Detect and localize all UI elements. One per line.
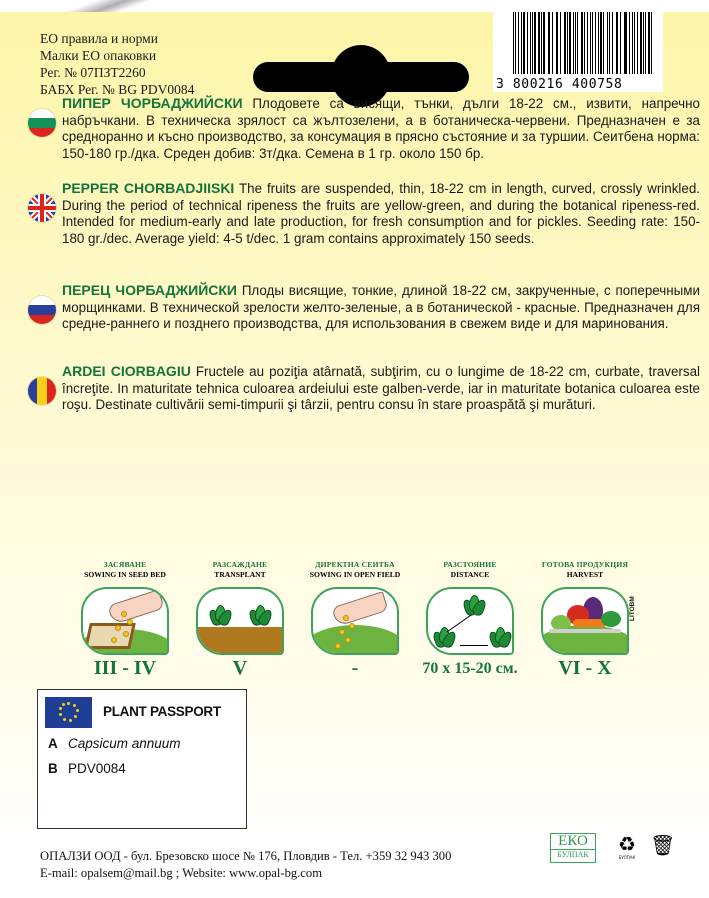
barcode-bar <box>609 12 610 74</box>
barcode-bar <box>523 12 525 74</box>
reg-line: Малки ЕО опаковки <box>40 48 157 63</box>
open-field-sowing-icon <box>311 587 399 655</box>
step-label-en: SOWING IN SEED BED <box>84 570 166 579</box>
step-sowing-open-field <box>300 560 410 680</box>
barcode-bar <box>575 12 576 74</box>
barcode-bars <box>513 12 653 78</box>
plant-passport <box>37 689 247 829</box>
barcode-bar <box>620 12 621 74</box>
step-label-en: TRANSPLANT <box>214 570 266 579</box>
passport-row-a <box>48 736 181 751</box>
barcode-bar <box>600 12 602 74</box>
barcode-bar <box>564 12 566 74</box>
barcode-bar <box>557 12 558 74</box>
step-label-en: HARVEST <box>566 570 604 579</box>
barcode-bar <box>616 12 617 74</box>
barcode-bar <box>577 12 578 74</box>
step-sowing-seed-bed <box>70 560 180 680</box>
variety-title-ro: ARDEI CIORBAGIU <box>62 363 191 379</box>
barcode-bar <box>549 12 550 74</box>
barcode-bar <box>590 12 591 74</box>
plant-distance-icon <box>426 587 514 655</box>
romania-flag-icon <box>28 377 56 405</box>
recycle-icon: ♻ БУЛПАК <box>615 833 639 863</box>
description-text-ro: Fructele au poziţia atârnată, subţirim, cu o lungime de 18-22 cm, curbate, traversal încreţite. In maturitate tehnica culoarea ardeiului este galben-verde, iar in maturitate botanica culoarea este roşu. Destinate cultivării semi-timpurii şi târzii, pentru consu în stare proaspătă şi murături. <box>62 364 700 413</box>
barcode-bar <box>584 12 585 74</box>
barcode-bar <box>581 12 583 74</box>
barcode-bar <box>637 12 638 74</box>
description-ru <box>40 282 700 333</box>
step-value: III - IV <box>93 657 157 679</box>
barcode-bar <box>640 12 641 74</box>
barcode-bar <box>534 12 535 74</box>
barcode-bar <box>560 12 561 74</box>
step-label-bg: ЗАСЯВАНЕ <box>103 560 147 569</box>
uk-flag-icon <box>28 194 56 222</box>
russia-flag-icon <box>28 296 56 324</box>
barcode-bar <box>530 12 531 74</box>
description-bg <box>40 95 700 163</box>
footer <box>40 848 451 882</box>
step-distance <box>415 560 525 678</box>
transplant-icon <box>196 587 284 655</box>
barcode-bar <box>603 12 604 74</box>
barcode-bar <box>617 12 618 74</box>
step-label-en: DISTANCE <box>450 570 490 579</box>
step-value: - <box>351 657 359 679</box>
seed-packet-back <box>0 12 709 898</box>
barcode-bar <box>612 12 613 74</box>
registration-block <box>40 30 194 98</box>
step-value: VI - X <box>558 657 612 679</box>
step-label-bg: ГОТОВА ПРОДУКЦИЯ <box>541 560 629 569</box>
barcode-bar <box>567 12 568 74</box>
bulgaria-flag-icon <box>28 109 56 137</box>
barcode-bar <box>548 12 549 74</box>
step-label-bg: РАЗСАЖДАНЕ <box>212 560 268 569</box>
barcode-bar <box>573 12 574 74</box>
barcode-bar <box>595 12 596 74</box>
passport-key: B <box>48 761 58 776</box>
barcode-bar <box>527 12 528 74</box>
eko-logo-text: ЕКО <box>558 833 588 849</box>
variety-title-bg: ПИПЕР ЧОРБАДЖИЙСКИ <box>62 95 243 111</box>
barcode-bar <box>541 12 542 74</box>
barcode-bar <box>515 12 516 74</box>
barcode-bar <box>556 12 557 74</box>
barcode-bar <box>634 12 635 74</box>
description-text-bg: Плодовете са висящи, тънки, дълги 18-22 см., извити, напречно набръчкани. В техническа зрялост са жълтозелени, а в ботаническа-червени. Предназначен е за средноранно и късно производство, за консумация в прясно състояние и за туршии. Сеитбена норма: 150-180 гр./дка. Среден добив: 3т/дка. Семена в 1 гр. около 150 бр. <box>62 96 700 162</box>
top-strip <box>0 0 709 12</box>
trash-bin-icon: 🗑 <box>650 833 676 857</box>
barcode-bar <box>624 12 625 74</box>
barcode-bar <box>648 12 649 74</box>
barcode-bar <box>645 12 646 74</box>
barcode-bar <box>521 12 522 74</box>
barcode-bar <box>532 12 533 74</box>
barcode-bar <box>518 12 519 74</box>
barcode-bar <box>587 12 588 74</box>
growing-steps <box>70 560 630 680</box>
barcode-bar <box>543 12 545 74</box>
barcode-bar <box>538 12 539 74</box>
variety-title-ru: ПЕРЕЦ ЧОРБАДЖИЙСКИ <box>62 282 237 298</box>
step-harvest <box>530 560 640 680</box>
barcode-bar <box>552 12 553 74</box>
barcode-icon <box>493 12 663 92</box>
eko-logo-subtext: БУЛПАК <box>551 849 595 860</box>
eko-bulpak-logo <box>550 833 596 863</box>
step-transplant <box>185 560 295 680</box>
barcode-bar <box>598 12 599 74</box>
step-label-bg: РАЗСТОЯНИЕ <box>443 560 497 569</box>
step-label-bg: ДИРЕКТНА СЕИТБА <box>315 560 395 569</box>
step-value: V <box>232 657 248 679</box>
description-en <box>40 180 700 248</box>
description-text-en: The fruits are suspended, thin, 18-22 cm in length, curved, crossly wrinkled. During the period of technical ripeness the fruits are yellow-green, and during the botanical ripeness-red. Intended for medium-early and late production, for fresh consumption and for pickles. Seeding rate: 150-180 gr./dec. Average yield: 4-5 t/dec. 1 gram contains approximately 150 seeds. <box>62 181 700 247</box>
barcode-bar <box>651 12 652 74</box>
company-address: ОПАЛЗИ ООД - бул. Брезовско шосе № 176, Пловдив - Тел. +359 32 943 300 <box>40 849 452 863</box>
barcode-bar <box>632 12 633 74</box>
eu-flag-icon <box>45 697 92 728</box>
barcode-bar <box>625 12 627 74</box>
barcode-bar <box>513 12 514 74</box>
barcode-bar <box>629 12 630 74</box>
company-contact: E-mail: opalsem@mail.bg ; Website: www.opal-bg.com <box>40 866 322 880</box>
reg-line: БАБХ Рег. № BG PDV0084 <box>40 82 195 97</box>
reg-line: Рег. № 07ПЗТ2260 <box>40 65 146 80</box>
barcode-bar <box>607 12 608 74</box>
step-value: 70 x 15-20 см. <box>422 660 518 677</box>
passport-key: A <box>48 736 58 751</box>
barcode-bar <box>569 12 570 74</box>
barcode-bar <box>592 12 593 74</box>
registration-code: PDV0084 <box>68 761 126 776</box>
reg-line: ЕО правила и норми <box>40 31 158 46</box>
botanical-name: Capsicum annuum <box>68 736 181 751</box>
plant-passport-title: PLANT PASSPORT <box>103 704 221 719</box>
fold-shadow <box>60 0 150 12</box>
harvest-icon <box>541 587 629 655</box>
printer-mark: LITOBM <box>629 596 636 621</box>
description-text-ru: Плоды висящие, тонкие, длиной 18-22 см, закрученные, с поперечными морщинками. В технической зрелости желто-зеленые, а в ботанической - красные. Предназначен для средне-раннего и позднего производства, для использования в свежем виде и для маринования. <box>62 283 700 332</box>
variety-title-en: PEPPER CHORBADJIISKI <box>62 180 235 196</box>
barcode-digits: 3 800216 400758 <box>496 77 623 92</box>
description-ro <box>40 363 700 414</box>
step-label-en: SOWING IN OPEN FIELD <box>309 570 401 579</box>
seed-bed-sowing-icon <box>81 587 169 655</box>
passport-row-b <box>48 761 126 776</box>
barcode-bar <box>643 12 644 74</box>
recycle-caption: БУЛПАК <box>618 855 636 860</box>
